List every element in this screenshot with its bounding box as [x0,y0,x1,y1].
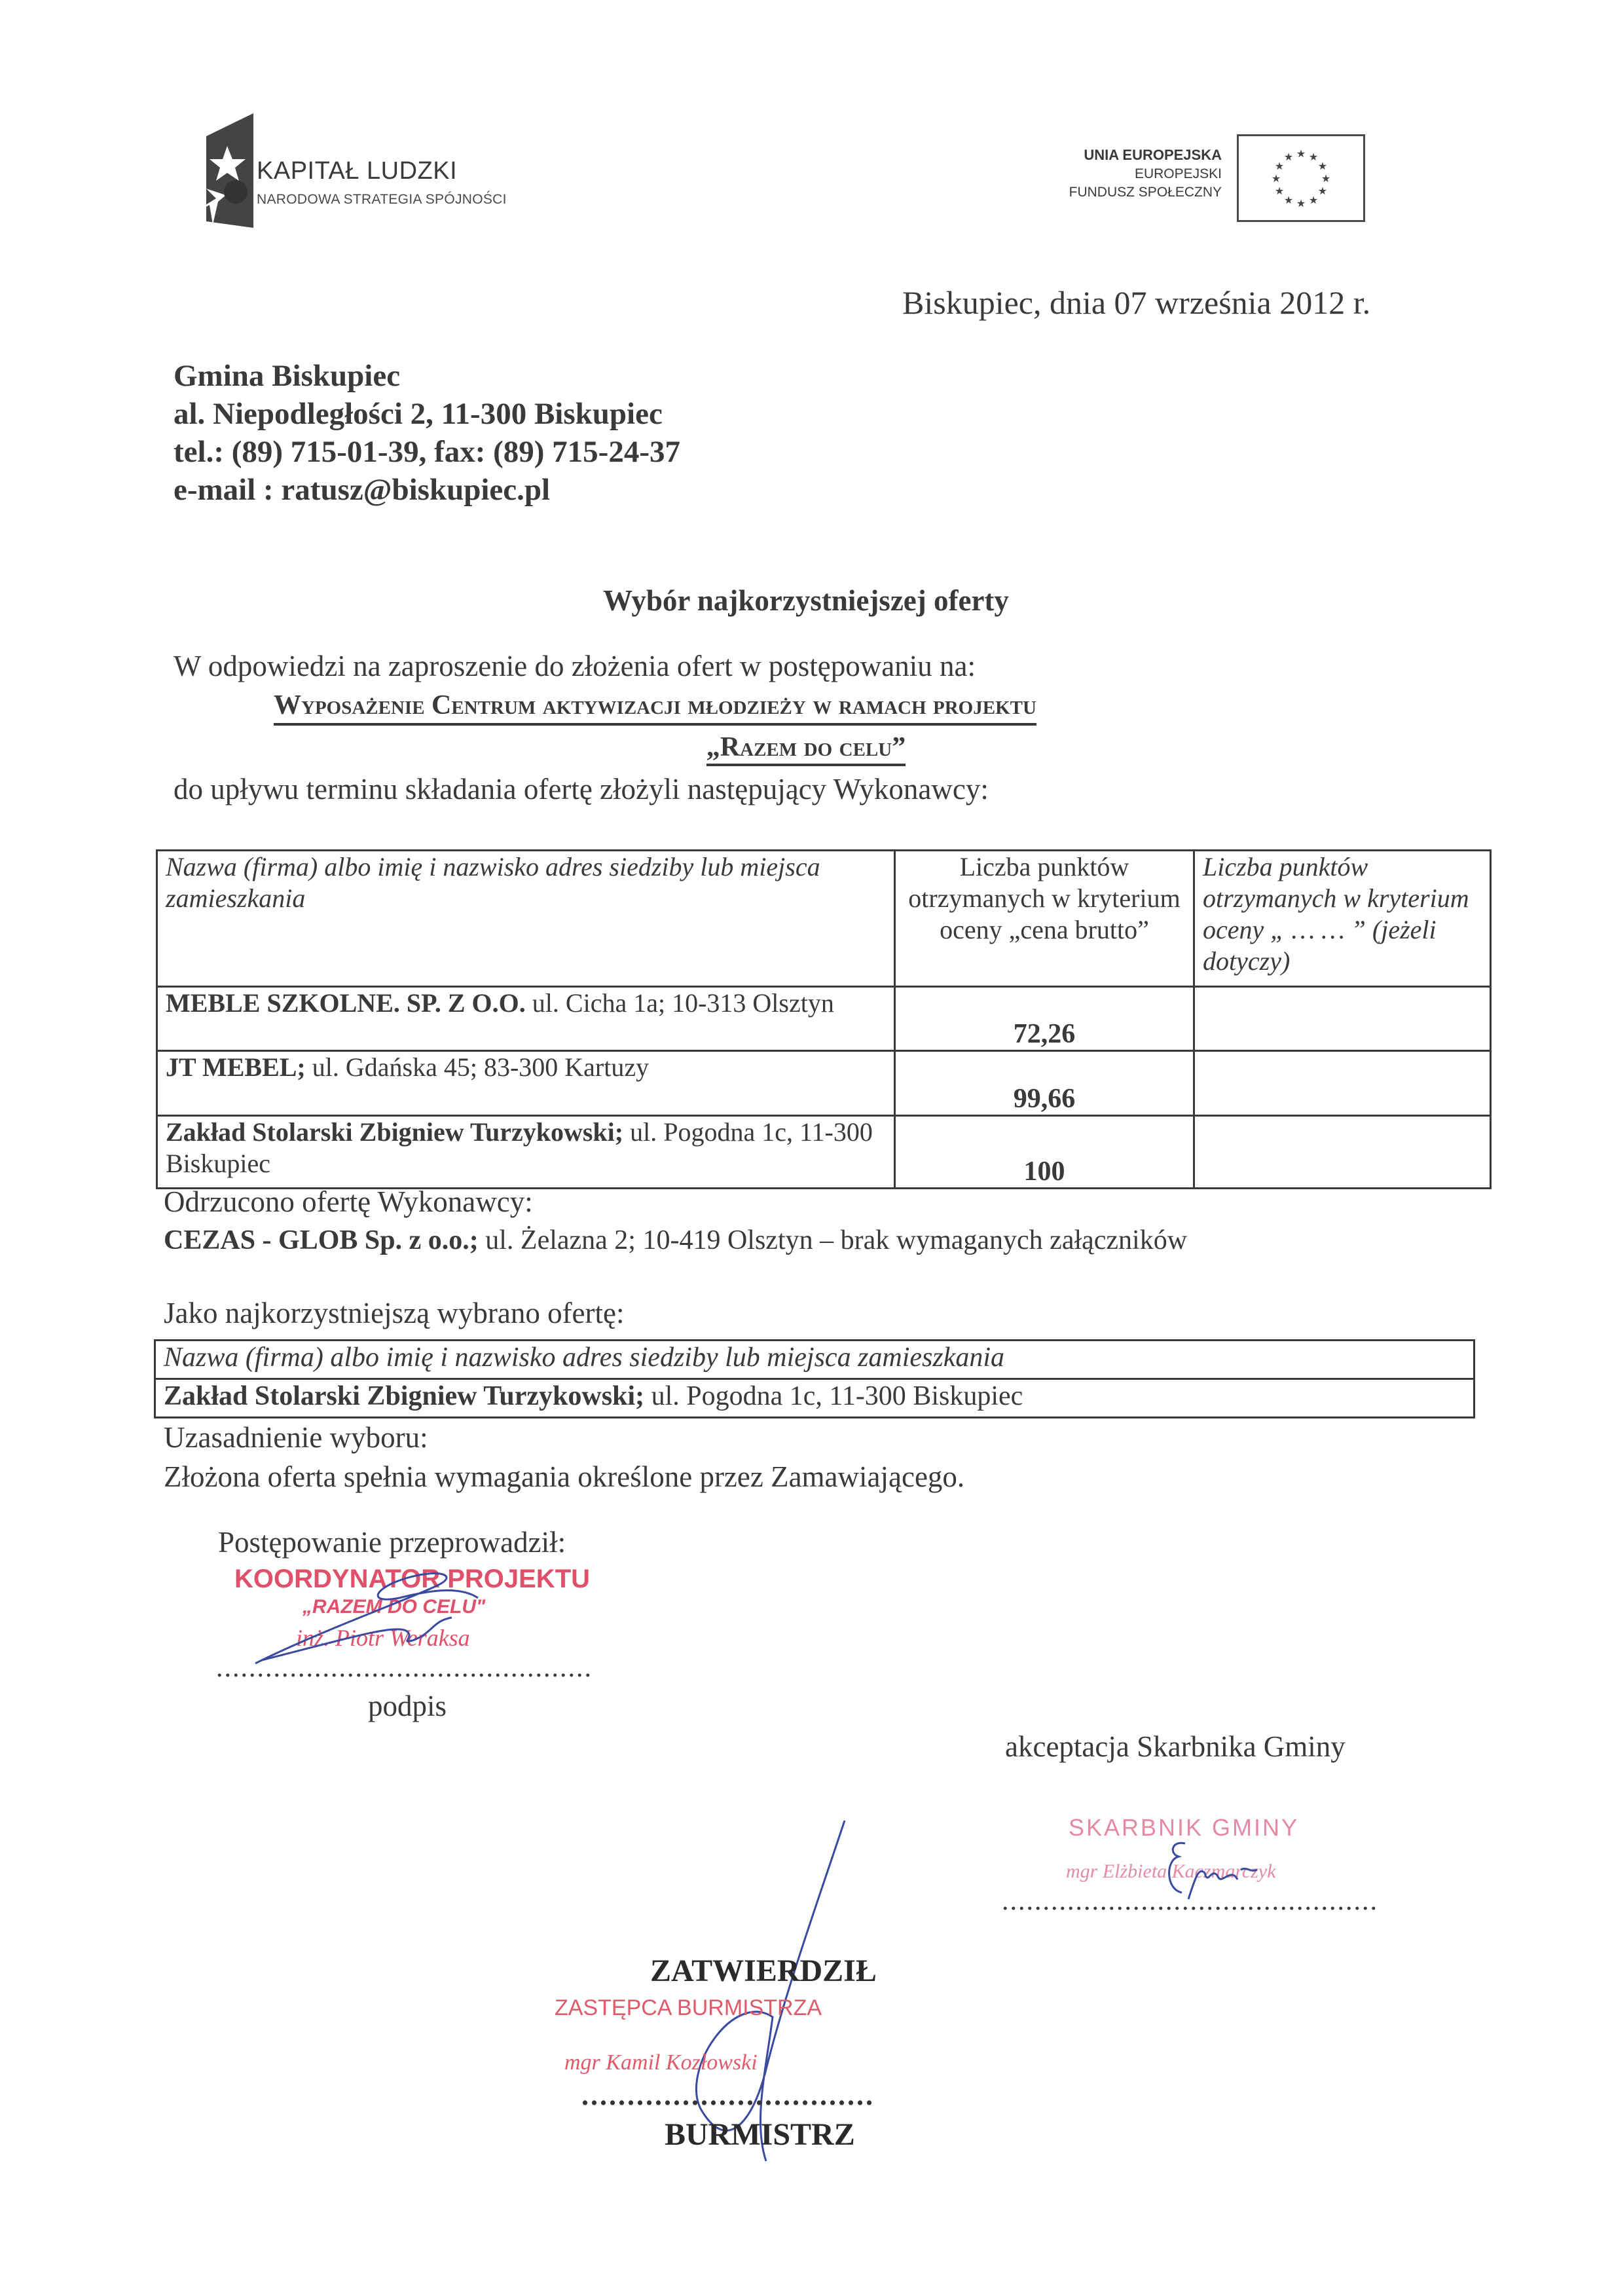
kapital-ludzki-logo-icon [187,110,259,228]
offer-name: Zakład Stolarski Zbigniew Turzykowski; [166,1117,624,1147]
chosen-table [154,1339,1475,1418]
treasurer-dotted-line: .............................................. [1002,1886,1378,1916]
offer-name: MEBLE SZKOLNE. SP. Z O.O. [166,988,526,1018]
sender-block [174,357,680,509]
mayor-dotted-line: ................................ [581,2079,875,2111]
sender-name: Gmina Biskupiec [174,359,401,393]
chosen-name: Zakład Stolarski Zbigniew Turzykowski; [164,1381,645,1411]
other-points [1194,1051,1491,1116]
subject-line-1: Wyposażenie Centrum aktywizacji młodzieży w ramach projektu [274,689,1036,726]
eu-star-icon: ★ [1296,149,1306,160]
other-points [1194,1116,1491,1189]
treasurer-name-stamp: mgr Elżbieta Kaczmarczyk [1066,1861,1276,1882]
eu-star-icon: ★ [1274,161,1285,172]
eu-star-icon: ★ [1274,186,1285,197]
offer-address: ul. Cicha 1a; 10-313 Olsztyn [525,988,834,1018]
eu-star-icon: ★ [1308,152,1319,164]
rejected-offer [164,1223,1187,1257]
offers-table [156,849,1492,1189]
conducted-by-label: Postępowanie przeprowadził: [218,1526,566,1559]
intro-text: W odpowiedzi na zaproszenie do złożenia ofert w postępowaniu na: [174,650,976,682]
signature-dotted-line: .............................................. [216,1653,593,1683]
justification-text: Złożona oferta spełnia wymagania określone przez Zamawiającego. [164,1460,965,1493]
deputy-mayor-name-stamp: mgr Kamil Kozłowski [564,2050,758,2075]
chosen-label: Jako najkorzystniejszą wybrano ofertę: [164,1297,625,1329]
coordinator-name-stamp: inż. Piotr Weraksa [296,1625,470,1651]
deputy-mayor-stamp: ZASTĘPCA BURMISTRZA [555,1995,822,2020]
eu-logo-line1: UNIA EUROPEJSKA [1084,147,1222,163]
document-title: Wybór najkorzystniejszej oferty [603,584,1009,617]
header-cell-name: Nazwa (firma) albo imię i nazwisko adres siedziby lub miejsca zamieszkania [157,851,895,987]
treasurer-signature-icon [1159,1840,1290,1912]
approved-label: ZATWIERDZIŁ [650,1953,877,1988]
coordinator-signature-icon [242,1572,504,1670]
table-row [155,1379,1475,1418]
coordinator-stamp-line1: KOORDYNATOR PROJEKTU [234,1565,591,1593]
table-row [157,1051,1491,1116]
header-cell-other-points: Liczba punktów otrzymanych w kryterium oceny „ … … ” (jeżeli dotyczy) [1194,851,1491,987]
date-line: Biskupiec, dnia 07 września 2012 r. [902,284,1371,321]
eu-logo-line3: FUNDUSZ SPOŁECZNY [1069,185,1222,200]
price-points: 72,26 [895,987,1194,1051]
program-logo-subtitle: NARODOWA STRATEGIA SPÓJNOŚCI [257,192,507,207]
program-logo-title: KAPITAŁ LUDZKI [257,157,458,185]
offer-cell [157,1116,895,1189]
header-cell-price-points: Liczba punktów otrzymanych w kryterium oceny „cena brutto” [895,851,1194,987]
eu-flag-icon [1237,134,1365,222]
chosen-offer-cell [155,1379,1475,1418]
offer-address: ul. Gdańska 45; 83-300 Kartuzy [305,1052,650,1082]
sender-email: e-mail : ratusz@biskupiec.pl [174,473,551,507]
mayor-label: BURMISTRZ [665,2117,855,2152]
eu-star-icon: ★ [1317,186,1328,197]
eu-logo-line2: EUROPEJSKI [1134,166,1222,181]
offer-name: JT MEBEL; [166,1052,306,1082]
price-points: 100 [895,1116,1194,1189]
sender-phone: tel.: (89) 715-01-39, fax: (89) 715-24-37 [174,435,680,469]
eu-star-icon: ★ [1283,152,1294,164]
offer-address: ul. Pogodna 1c, 11-300 Biskupiec [166,1117,873,1178]
table-row [157,1116,1491,1189]
eu-star-icon: ★ [1308,194,1319,206]
eu-star-icon: ★ [1321,174,1331,185]
chosen-table-header [155,1341,1475,1379]
coordinator-stamp-line2: „RAZEM DO CELU" [302,1596,486,1618]
eu-star-icon: ★ [1296,198,1306,210]
eu-logo-text [1002,145,1222,202]
signature-label: podpis [368,1690,447,1722]
outro-text: do upływu terminu składania ofertę złożyli następujący Wykonawcy: [174,773,989,805]
chosen-header-cell: Nazwa (firma) albo imię i nazwisko adres siedziby lub miejsca zamieszkania [155,1341,1475,1379]
subject-line-2: „Razem do celu” [706,732,906,766]
treasurer-acceptance-label: akceptacja Skarbnika Gminy [1005,1730,1346,1763]
justification-label: Uzasadnienie wyboru: [164,1421,428,1454]
rejected-label: Odrzucono ofertę Wykonawcy: [164,1185,533,1218]
rejected-name: CEZAS - GLOB Sp. z o.o.; [164,1225,479,1255]
chosen-address: ul. Pogodna 1c, 11-300 Biskupiec [644,1381,1023,1411]
price-points: 99,66 [895,1051,1194,1116]
rejected-details: ul. Żelazna 2; 10-419 Olsztyn – brak wymaganych załączników [478,1225,1188,1255]
eu-star-icon: ★ [1283,194,1294,206]
eu-star-icon: ★ [1317,161,1328,172]
eu-star-icon: ★ [1271,174,1281,185]
offer-cell [157,987,895,1051]
table-row [157,987,1491,1051]
sender-address: al. Niepodległości 2, 11-300 Biskupiec [174,397,663,431]
offers-table-header [157,851,1491,987]
subject-line-2-wrap [0,731,1612,769]
offer-cell [157,1051,895,1116]
treasurer-stamp: SKARBNIK GMINY [1069,1814,1300,1841]
other-points [1194,987,1491,1051]
